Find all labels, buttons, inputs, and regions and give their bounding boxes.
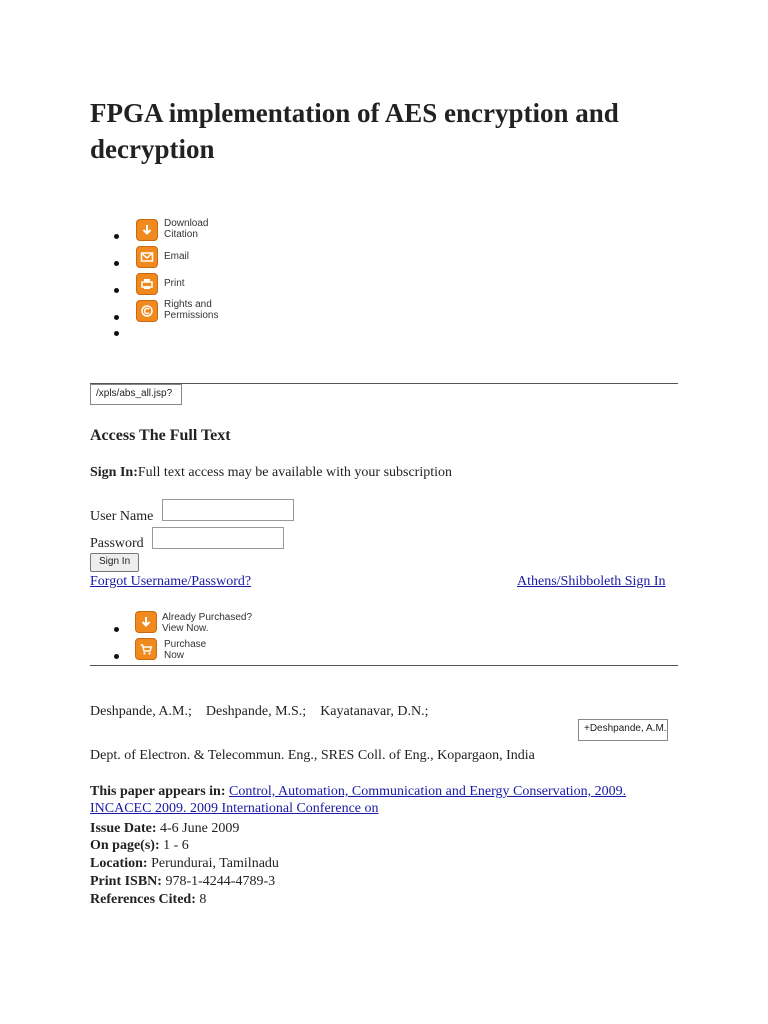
username-label: User Name xyxy=(90,509,154,524)
signin-label: Sign In: xyxy=(90,465,138,480)
bullet xyxy=(114,315,119,320)
page-title: FPGA implementation of AES encryption and decryption xyxy=(90,98,619,164)
bullet xyxy=(114,288,119,293)
appears-in xyxy=(90,783,680,817)
purchase-label[interactable]: Purchase Now xyxy=(164,639,207,661)
tool-label[interactable]: Email xyxy=(164,251,190,262)
signin-line xyxy=(90,464,452,482)
issue-label: Issue Date: xyxy=(90,821,157,836)
location-label: Location: xyxy=(90,856,148,871)
refs-label: References Cited: xyxy=(90,892,196,907)
isbn-label: Print ISBN: xyxy=(90,874,162,889)
bullet xyxy=(114,627,119,632)
athens-signin-link[interactable]: Athens/Shibboleth Sign In xyxy=(517,574,666,589)
authors: Deshpande, A.M.; Deshpande, M.S.; Kayatanavar, D.N.; xyxy=(90,704,429,719)
bullet xyxy=(114,234,119,239)
conference-link[interactable]: Control, Automation, Communication and Energy Conservation, 2009. INCACEC 2009. 2009 International Conference on xyxy=(90,784,627,816)
access-heading: Access The Full Text xyxy=(90,427,231,444)
isbn-value: 978-1-4244-4789-3 xyxy=(165,874,276,889)
pages-label: On page(s): xyxy=(90,838,160,853)
bullet xyxy=(114,261,119,266)
password-input[interactable] xyxy=(152,527,284,549)
pages xyxy=(90,837,189,854)
username-input[interactable] xyxy=(162,499,294,521)
issue-date xyxy=(90,820,239,837)
affiliation: Dept. of Electron. & Telecommun. Eng., SRES Coll. of Eng., Kopargaon, India xyxy=(90,748,535,763)
cart-icon[interactable] xyxy=(135,638,157,660)
purchase-label[interactable]: Already Purchased? View Now. xyxy=(162,612,253,634)
bullet xyxy=(114,331,119,336)
isbn xyxy=(90,873,275,890)
tool-label[interactable]: Download Citation xyxy=(164,218,209,240)
password-label: Password xyxy=(90,536,144,551)
divider xyxy=(90,665,678,666)
bullet xyxy=(114,654,119,659)
refs-value: 8 xyxy=(199,892,207,907)
author-box[interactable]: +Deshpande, A.M. xyxy=(578,719,668,741)
print-icon[interactable] xyxy=(136,273,158,295)
email-icon[interactable] xyxy=(136,246,158,268)
forgot-password-link[interactable]: Forgot Username/Password? xyxy=(90,574,252,589)
signin-button[interactable]: Sign In xyxy=(90,553,139,572)
references xyxy=(90,891,206,908)
issue-value: 4-6 June 2009 xyxy=(160,821,240,836)
url-box: /xpls/abs_all.jsp? xyxy=(90,384,182,405)
signin-text: Full text access may be available with your subscription xyxy=(137,465,453,480)
tool-label[interactable]: Rights and Permissions xyxy=(164,299,219,321)
rights-icon[interactable] xyxy=(136,300,158,322)
appears-label: This paper appears in: xyxy=(90,784,226,799)
location xyxy=(90,855,279,872)
download-icon[interactable] xyxy=(136,219,158,241)
location-value: Perundurai, Tamilnadu xyxy=(151,856,279,871)
pages-value: 1 - 6 xyxy=(163,838,189,853)
tool-label[interactable]: Print xyxy=(164,278,185,289)
download-icon[interactable] xyxy=(135,611,157,633)
